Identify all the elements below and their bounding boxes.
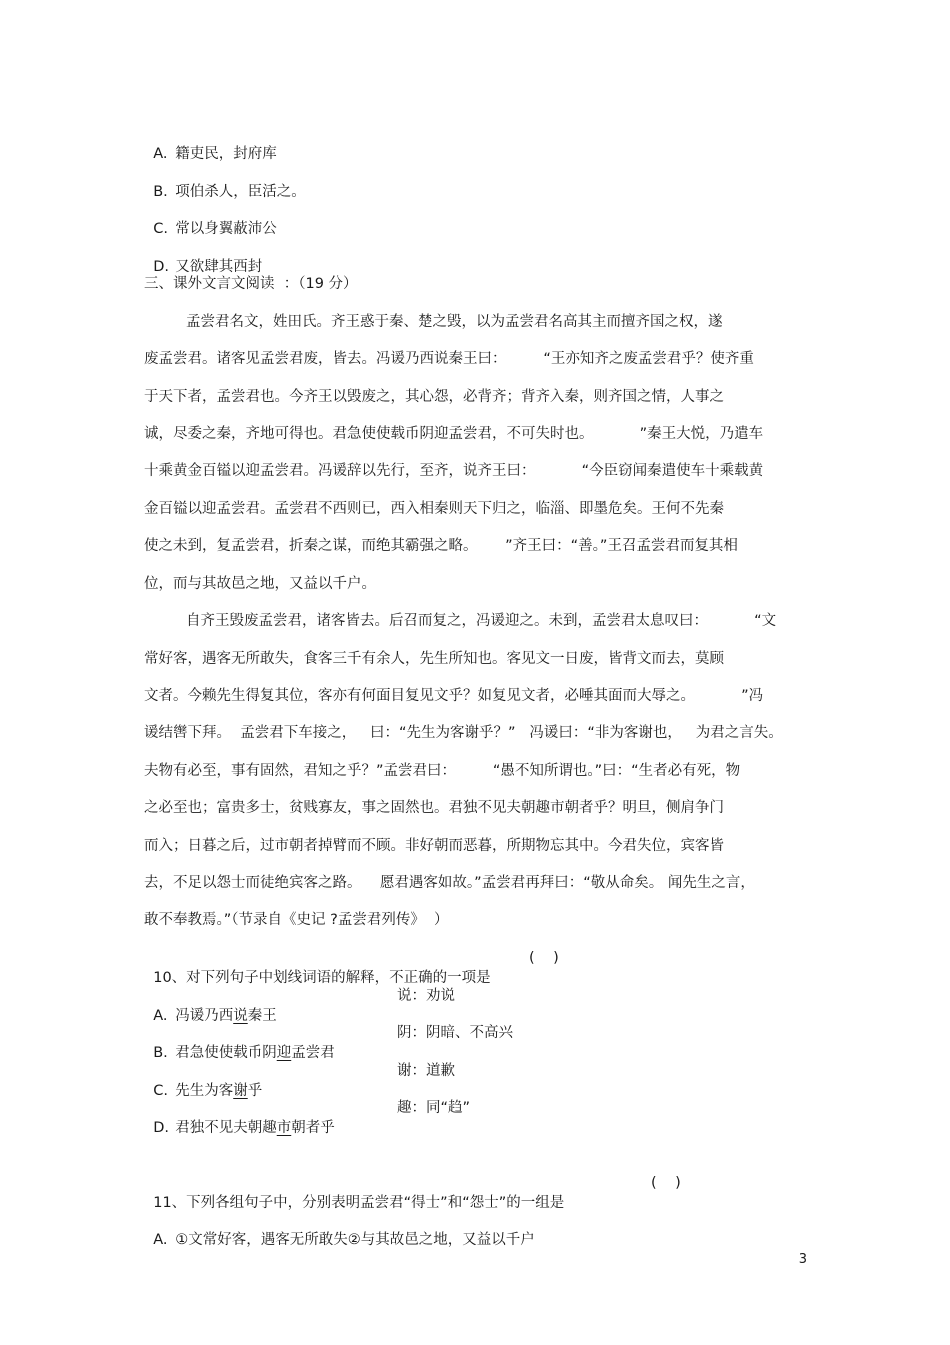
option-text: 先生为客 <box>175 1083 234 1099</box>
option-label: C. <box>153 1083 168 1099</box>
option-text: ①文常好客，遇客无所敢失②与其故邑之地，又益以千户 <box>175 1232 535 1248</box>
question-11-stem <box>144 1173 564 1213</box>
passage-line: 夫物有必至，事有固然，君知之乎？”孟尝君曰： “愚不知所谓也。”曰：“生者必有死，物 <box>144 763 741 779</box>
option-label: B. <box>153 1045 168 1061</box>
q10-option-a <box>144 986 277 1026</box>
q10-option-b <box>144 1023 335 1063</box>
option-text: 秦王 <box>247 1008 277 1024</box>
passage-line: 金百镒以迎孟尝君。孟尝君不西则已，西入相秦则天下归之，临淄、即墨危矣。王何不先秦 <box>144 501 724 517</box>
passage-line: 位，而与其故邑之地，又益以千户。 <box>144 576 376 592</box>
passage-line: 而入；日暮之后，过市朝者掉臂而不顾。非好朝而恶暮，所期物忘其中。今君失位，宾客皆 <box>144 838 724 854</box>
passage-line: 谖结辔下拜。 孟尝君下车接之， 曰：“先生为客谢乎？” 冯谖曰：“非为客谢也， 为君之言失。 <box>144 725 783 741</box>
section-heading: 三、课外文言文阅读 ：（19 分） <box>144 276 358 292</box>
underlined-word: 谢 <box>233 1083 248 1099</box>
passage-line: 废孟尝君。诸客见孟尝君废，皆去。冯谖乃西说秦王曰： “王亦知齐之废孟尝君乎？使齐重 <box>144 351 754 367</box>
question-text: 11、下列各组句子中，分别表明孟尝君“得士”和“怨士”的一组是 <box>153 1195 565 1211</box>
q10-meaning-c: 谢：道歉 <box>397 1063 455 1079</box>
option-text: 冯谖乃西 <box>175 1008 234 1024</box>
underlined-word: 说 <box>233 1008 248 1024</box>
answer-paren: ( ) <box>529 950 559 966</box>
passage-line: 使之未到，复孟尝君，折秦之谋，而绝其霸强之略。 ”齐王曰：“善。”王召孟尝君而复其相 <box>144 538 738 554</box>
option-label: A. <box>153 146 168 162</box>
option-text: 项伯杀人，臣活之。 <box>175 184 306 200</box>
q10-meaning-a: 说：劝说 <box>397 988 455 1004</box>
q10-meaning-d: 趣：同“趋” <box>397 1100 471 1116</box>
passage-line: 文者。今赖先生得复其位，客亦有何面目复见文乎？如复见文者，必唾其面而大辱之。 ”冯 <box>144 688 764 704</box>
option-text: 常以身翼蔽沛公 <box>175 221 277 237</box>
passage-line: 自齐王毁废孟尝君，诸客皆去。后召而复之，冯谖迎之。未到，孟尝君太息叹曰： “文 <box>186 613 777 629</box>
option-label: D. <box>153 1120 169 1136</box>
option-text: 君急使使载币阴 <box>175 1045 277 1061</box>
passage-line: 敢不奉教焉。”（节录自《史记 ?孟尝君列传》 ） <box>144 912 449 928</box>
answer-paren: ( ) <box>651 1175 681 1191</box>
option-text: 孟尝君 <box>291 1045 335 1061</box>
option-d <box>144 237 262 277</box>
option-label: A. <box>153 1232 168 1248</box>
option-label: A. <box>153 1008 168 1024</box>
passage-line: 诚，尽委之秦，齐地可得也。君急使使载币阴迎孟尝君，不可失时也。 ”秦王大悦，乃遣车 <box>144 426 764 442</box>
underlined-word: 市 <box>276 1120 292 1136</box>
page-number: 3 <box>798 1252 807 1267</box>
q11-option-a <box>144 1210 535 1250</box>
option-label: C. <box>153 221 168 237</box>
passage-line: 去，不足以怨士而徒绝宾客之路。 愿君遇客如故。”孟尝君再拜曰：“敬从命矣。 闻先生之言， <box>144 875 755 891</box>
passage-line: 于天下者，孟尝君也。今齐王以毁废之，其心怨，必背齐；背齐入秦，则齐国之情，人事之 <box>144 389 724 405</box>
passage-line: 孟尝君名文，姓田氏。齐王惑于秦、楚之毁，以为孟尝君名高其主而擅齐国之权，遂 <box>186 314 723 330</box>
question-10-stem <box>144 948 491 988</box>
q10-meaning-b: 阴：阴暗、不高兴 <box>397 1025 513 1041</box>
underlined-word: 迎 <box>276 1045 292 1061</box>
option-text: 朝者乎 <box>291 1120 335 1136</box>
option-text: 乎 <box>247 1083 263 1099</box>
option-text: 君独不见夫朝趣 <box>175 1120 277 1136</box>
option-a <box>144 124 277 164</box>
option-c <box>144 199 277 239</box>
passage-line: 之必至也；富贵多士，贫贱寡友，事之固然也。君独不见夫朝趣市朝者乎？明旦，侧肩争门 <box>144 800 724 816</box>
option-label: B. <box>153 184 168 200</box>
passage-line: 十乘黄金百镒以迎孟尝君。冯谖辞以先行，至齐，说齐王曰： “今臣窃闻秦遣使车十乘载黄 <box>144 463 764 479</box>
q10-option-c <box>144 1061 262 1101</box>
question-text: 10、对下列句子中划线词语的解释，不正确的一项是 <box>153 970 491 986</box>
q10-option-d <box>144 1098 335 1138</box>
option-text: 又欲肆其西封 <box>175 259 263 275</box>
option-label: D. <box>153 259 169 275</box>
option-b <box>144 162 306 202</box>
passage-line: 常好客，遇客无所敢失，食客三千有余人，先生所知也。客见文一日废，皆背文而去，莫顾 <box>144 651 724 667</box>
option-text: 籍吏民，封府库 <box>175 146 277 162</box>
